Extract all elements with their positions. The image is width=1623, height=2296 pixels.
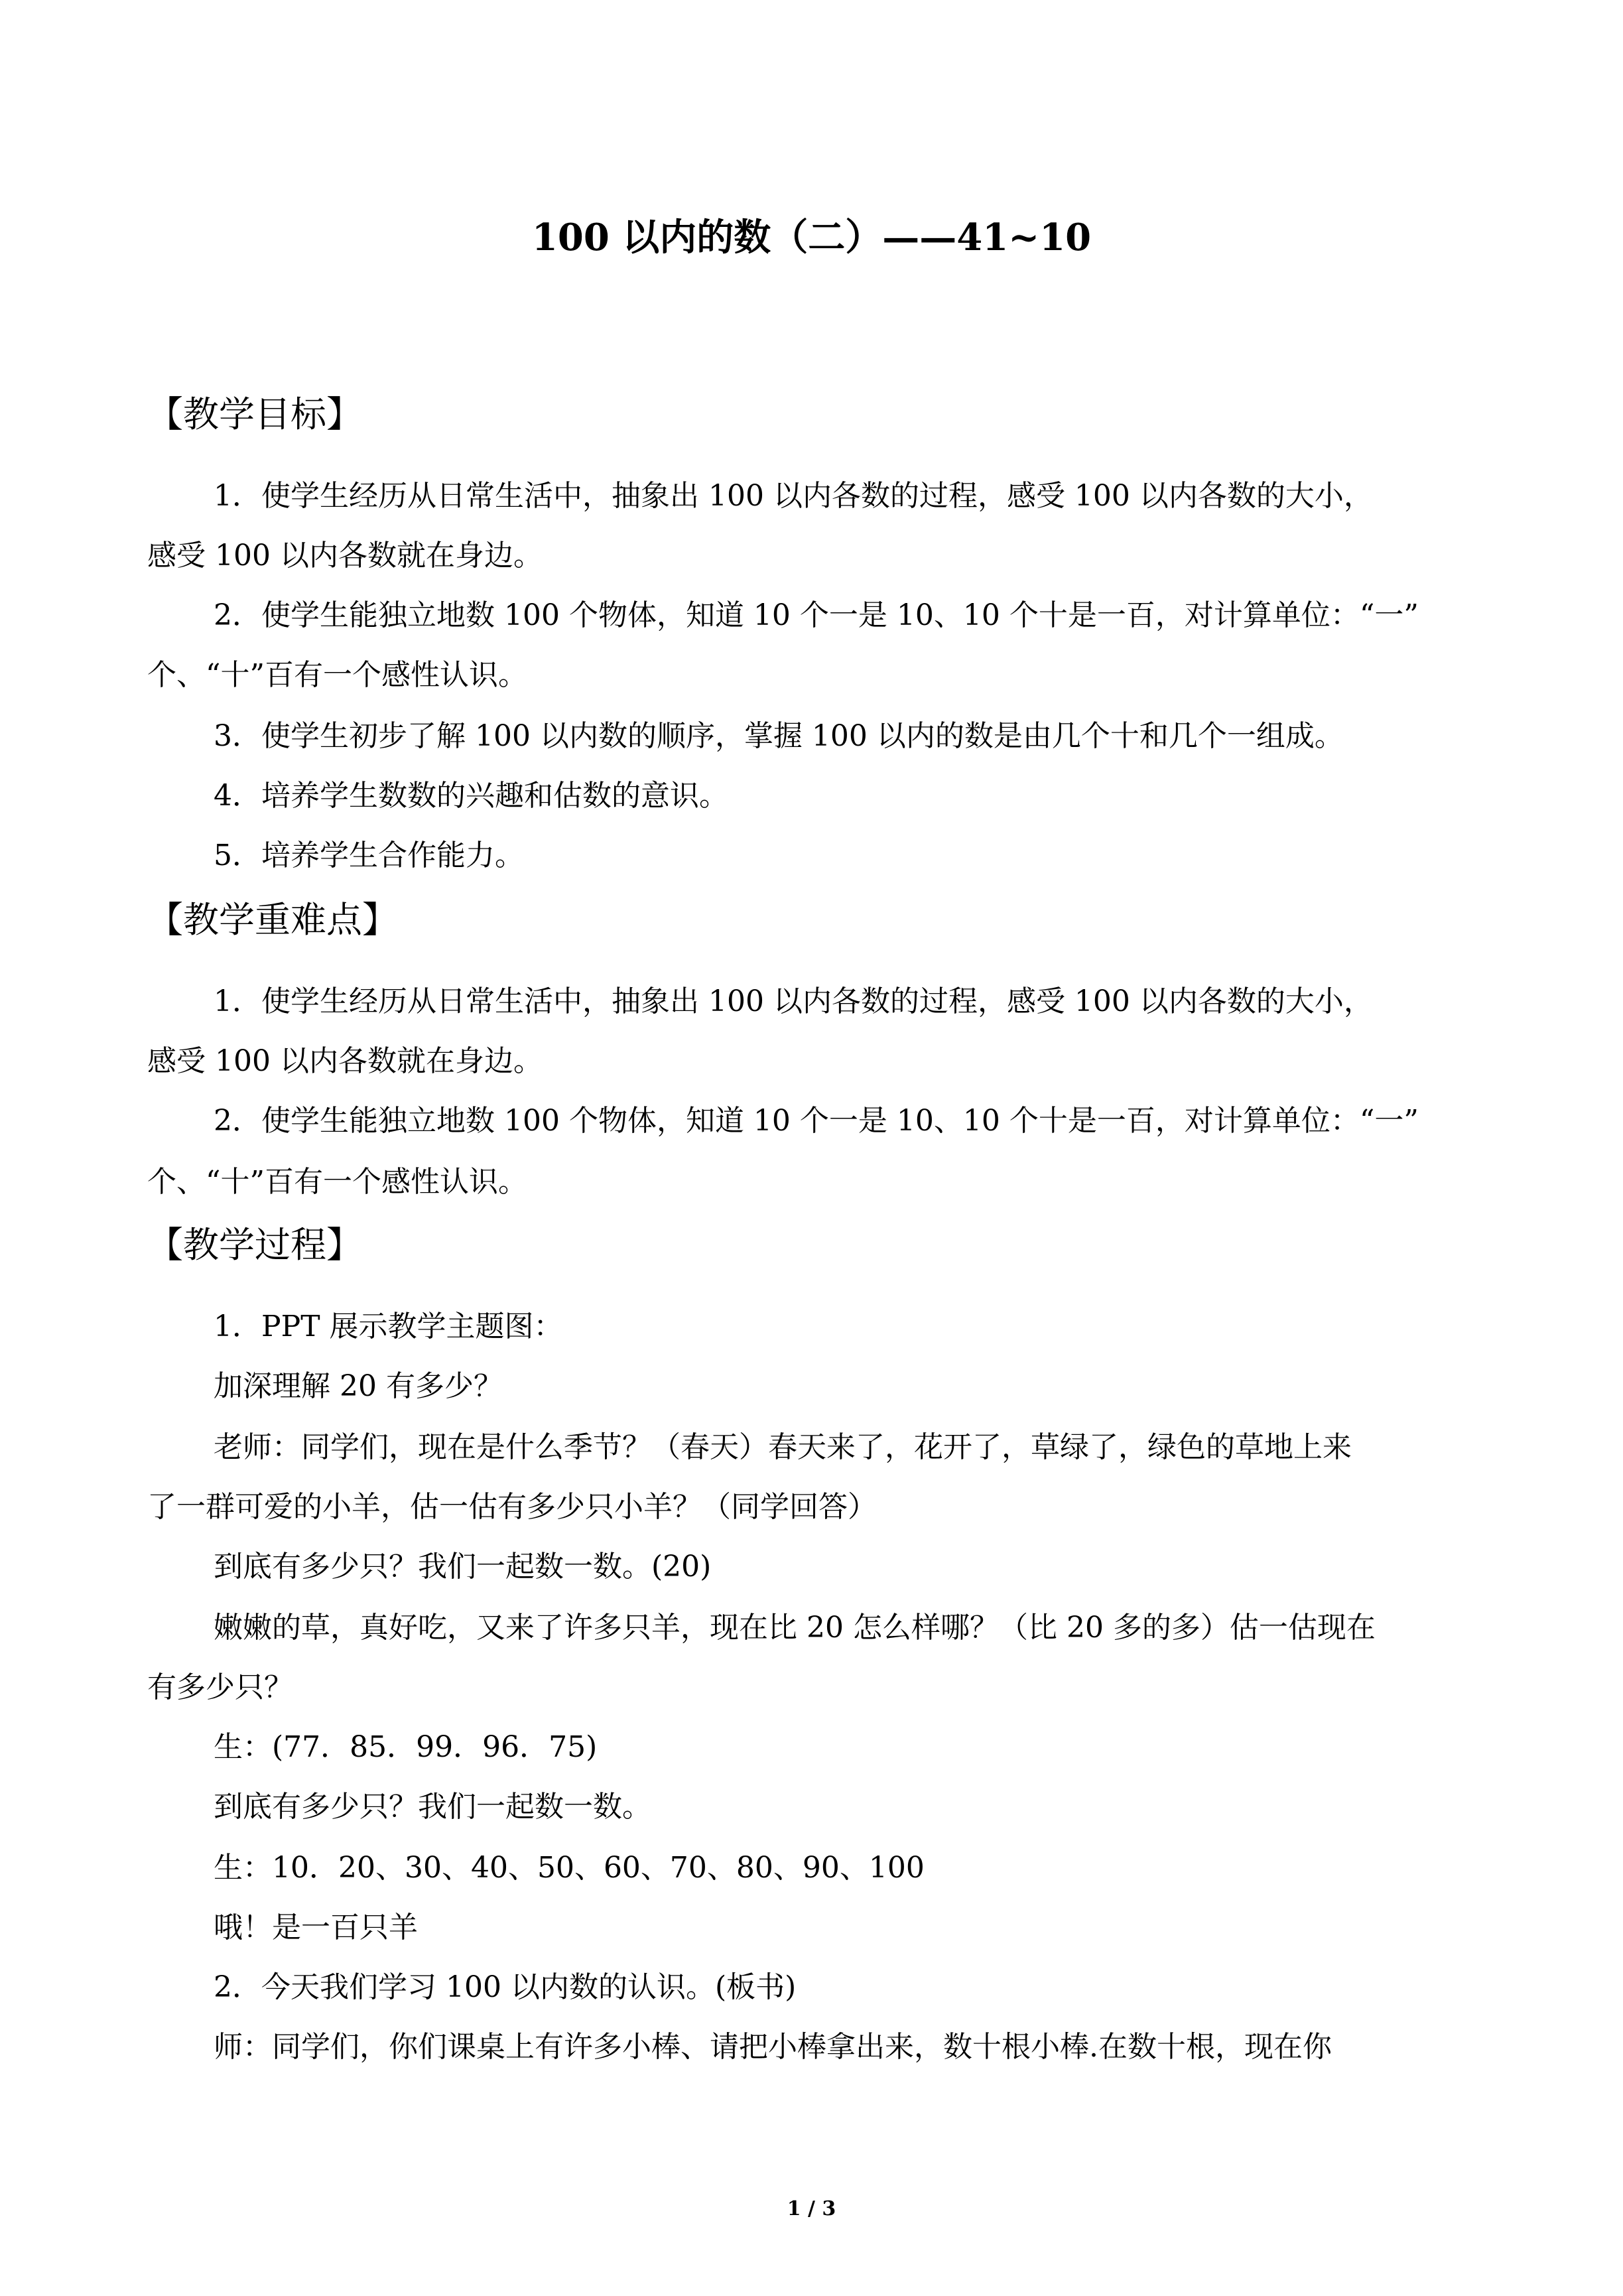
objectives-line: 3．使学生初步了解 100 以内数的顺序，掌握 100 以内的数是由几个十和几个一组成。: [214, 719, 1344, 753]
section-heading-process: 【教学过程】: [147, 1224, 362, 1266]
objectives-line: 感受 100 以内各数就在身边。: [147, 539, 543, 573]
key-points-line: 个、“十”百有一个感性认识。: [147, 1165, 527, 1199]
page-title: 100 以内的数（二）——41~10: [531, 216, 1092, 259]
process-line: 1．PPT 展示教学主题图：: [214, 1310, 563, 1343]
process-line: 哦！是一百只羊: [214, 1911, 418, 1944]
page-number: 1 / 3: [787, 2197, 836, 2220]
key-points-line: 1．使学生经历从日常生活中，抽象出 100 以内各数的过程，感受 100 以内各数的大小，: [214, 984, 1373, 1018]
section-heading-key-points: 【教学重难点】: [147, 899, 398, 941]
section-heading-objectives: 【教学目标】: [147, 393, 362, 435]
objectives-line: 1．使学生经历从日常生活中，抽象出 100 以内各数的过程，感受 100 以内各数的大小，: [214, 479, 1373, 513]
objectives-line: 2．使学生能独立地数 100 个物体，知道 10 个一是 10、10 个十是一百，对计算单位：“一”: [214, 598, 1419, 632]
process-line: 生：10．20、30、40、50、60、70、80、90、100: [214, 1851, 925, 1885]
process-line: 到底有多少只？我们一起数一数。(20): [214, 1550, 712, 1584]
objectives-line: 个、“十”百有一个感性认识。: [147, 658, 527, 692]
objectives-line: 5．培养学生合作能力。: [214, 839, 524, 872]
key-points-line: 感受 100 以内各数就在身边。: [147, 1044, 543, 1078]
process-line: 生：(77．85．99．96．75): [214, 1730, 598, 1764]
process-line: 师：同学们，你们课桌上有许多小棒、请把小棒拿出来，数十根小棒.在数十根，现在你: [214, 2030, 1332, 2064]
process-line: 到底有多少只？我们一起数一数。: [214, 1790, 651, 1824]
process-line: 2．今天我们学习 100 以内数的认识。(板书): [214, 1970, 797, 2004]
process-line: 了一群可爱的小羊，估一估有多少只小羊？（同学回答）: [147, 1490, 877, 1524]
process-line: 嫩嫩的草，真好吃，又来了许多只羊，现在比 20 怎么样哪？（比 20 多的多）估一估现在: [214, 1611, 1376, 1645]
objectives-line: 4．培养学生数数的兴趣和估数的意识。: [214, 779, 728, 813]
process-line: 加深理解 20 有多少？: [214, 1369, 503, 1403]
key-points-line: 2．使学生能独立地数 100 个物体，知道 10 个一是 10、10 个十是一百，对计算单位：“一”: [214, 1104, 1419, 1138]
process-line: 老师：同学们，现在是什么季节？（春天）春天来了，花开了，草绿了，绿色的草地上来: [214, 1430, 1352, 1464]
process-line: 有多少只？: [147, 1670, 293, 1704]
